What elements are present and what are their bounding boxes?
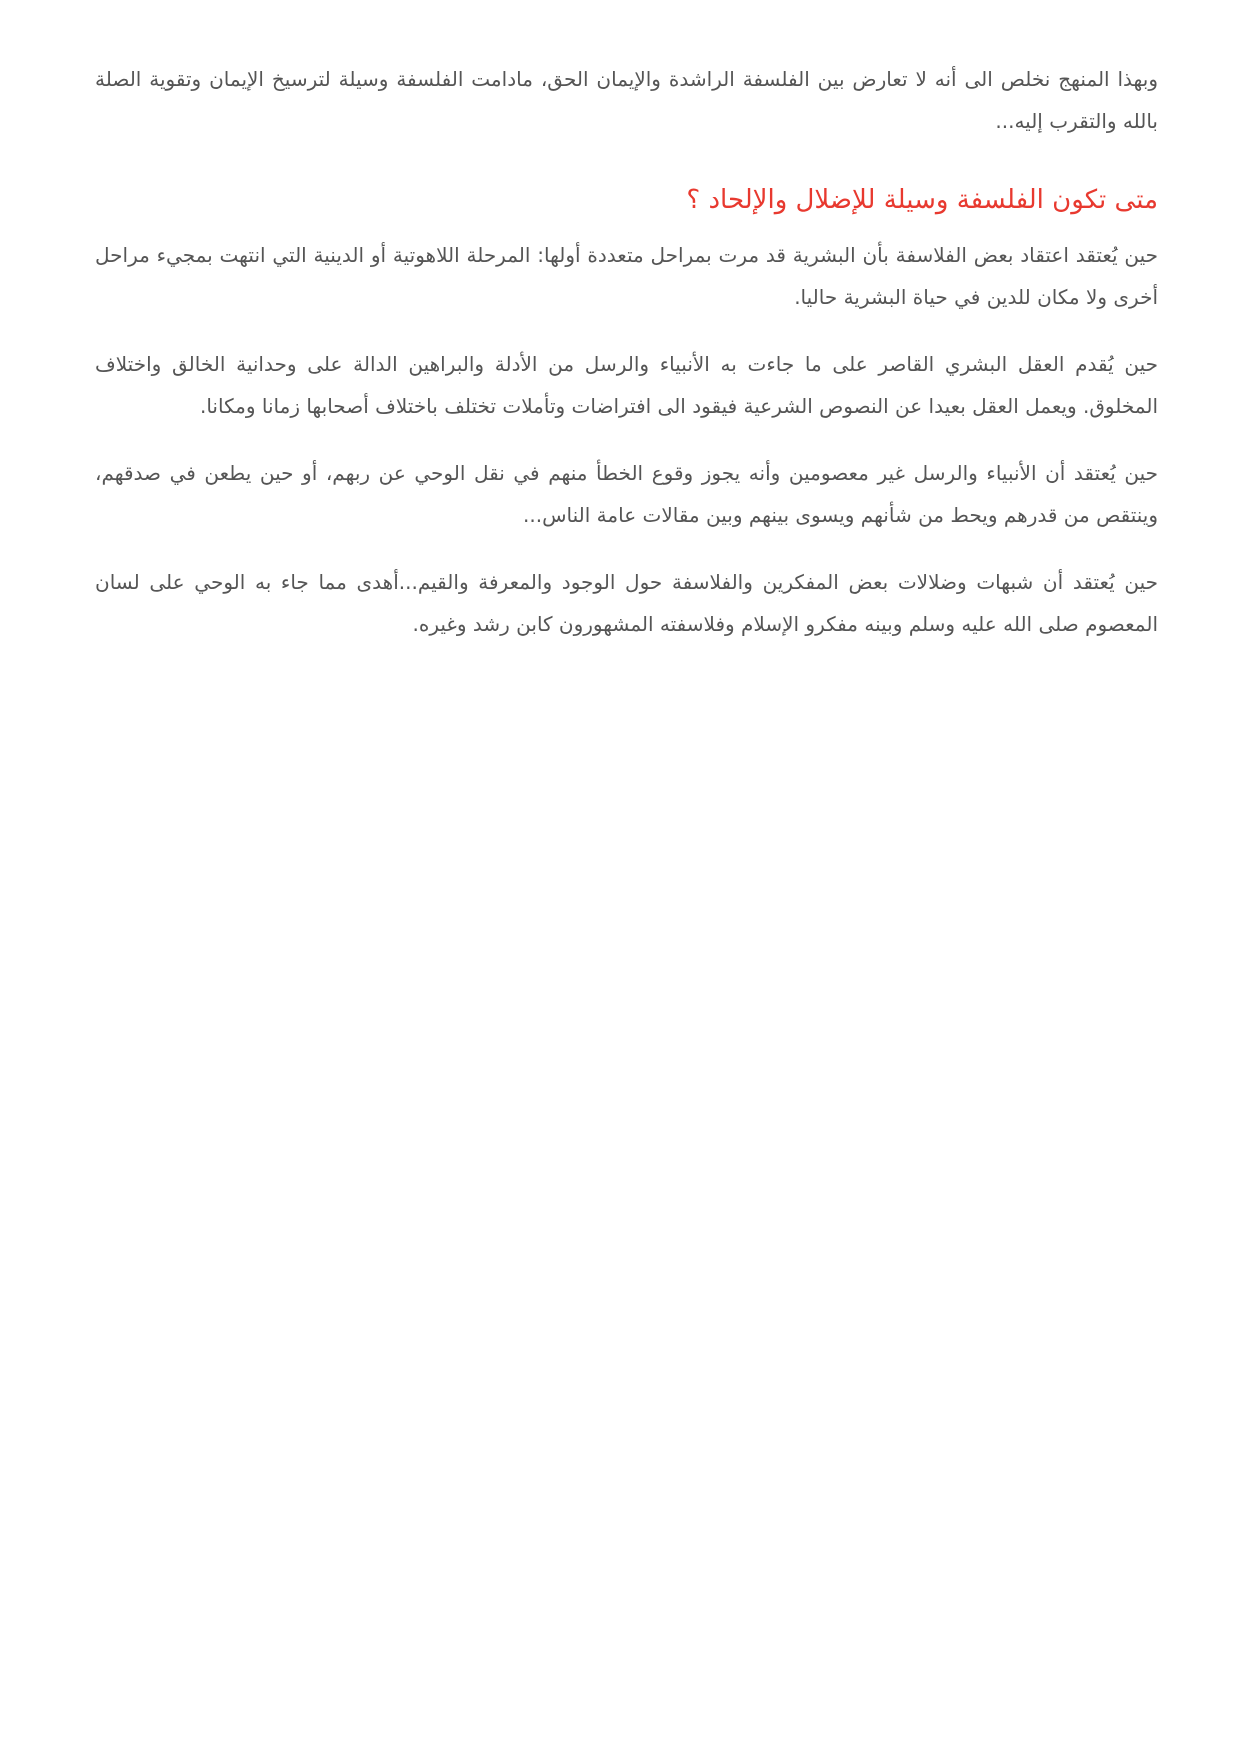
section-heading: متى تكون الفلسفة وسيلة للإضلال والإلحاد ؟	[686, 185, 1158, 215]
intro-paragraph: وبهذا المنهج نخلص الى أنه لا تعارض بين الفلسفة الراشدة والإيمان الحق، مادامت الفلسفة وسيلة لترسيخ الإيمان وتقوية الصلة بالله والتقرب إليه...	[95, 67, 1158, 133]
article-body	[95, 58, 1158, 670]
section-paragraph-3: حين يُعتقد أن الأنبياء والرسل غير معصومين وأنه يجوز وقوع الخطأ منهم في نقل الوحي عن ربهم، أو حين يطعن في صدقهم، وينتقص من قدرهم ويحط من شأنهم ويسوى بينهم وبين مقالات عامة الناس...	[95, 461, 1158, 527]
section-paragraph-2: حين يُقدم العقل البشري القاصر على ما جاءت به الأنبياء والرسل من الأدلة والبراهين الدالة على وحدانية الخالق واختلاف المخلوق. ويعمل العقل بعيدا عن النصوص الشرعية فيقود الى افتراضات وتأملات تختلف باختلاف أصحابها زمانا ومكانا.	[95, 352, 1158, 418]
section-paragraph-1: حين يُعتقد اعتقاد بعض الفلاسفة بأن البشرية قد مرت بمراحل متعددة أولها: المرحلة اللاهوتية أو الدينية التي انتهت بمجيء مراحل أخرى ولا مكان للدين في حياة البشرية حاليا.	[95, 243, 1158, 309]
section-paragraph-4: حين يُعتقد أن شبهات وضلالات بعض المفكرين والفلاسفة حول الوجود والمعرفة والقيم...أهدى مما جاء به الوحي على لسان المعصوم صلى الله عليه وسلم وبينه مفكرو الإسلام وفلاسفته المشهورون كابن رشد وغيره.	[95, 570, 1158, 636]
